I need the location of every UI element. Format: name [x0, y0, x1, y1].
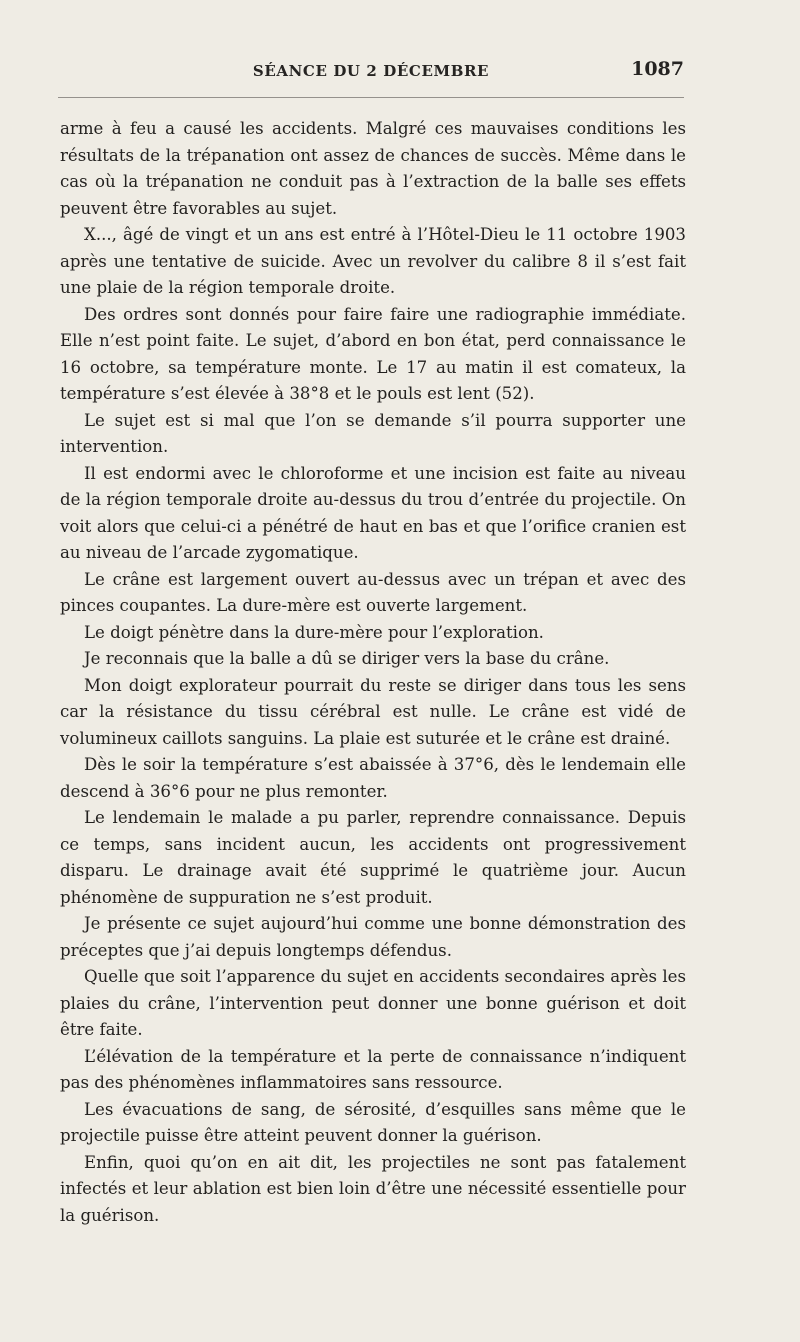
- paragraph-demonstration: Je présente ce sujet aujourd’hui comme une bonne démonstration des préceptes que j’ai depuis longtemps défendus.: [60, 914, 686, 960]
- paragraph-radiography: Des ordres sont donnés pour faire faire une radiographie immédiate. Elle n’est point faite. Le sujet, d’abord en bon état, perd connaissance le 16 octobre, sa température monte. Le 17 au matin il est comateux, la température s’est élevée à 38°8 et le pouls est lent (52).: [60, 304, 686, 403]
- paragraph-incision: Il est endormi avec le chloroforme et une incision est faite au niveau de la région temporale droite au-dessus du trou d’entrée du projectile. On voit alors que celui-ci a pénétré de haut en bas et que l’orifice cranien est au niveau de l’arcade zygomatique.: [60, 463, 686, 562]
- paragraph-recovery: Le lendemain le malade a pu parler, reprendre connaissance. Depuis ce temps, sans incident aucun, les accidents ont progressivement disparu. Le drainage avait été supprimé le quatrième jour. Aucun phénomène de suppuration ne s’est produit.: [60, 808, 686, 907]
- paragraph-condition: Le sujet est si mal que l’on se demande s’il pourra supporter une intervention.: [60, 410, 686, 456]
- paragraph-case-intro: X..., âgé de vingt et un ans est entré à l’Hôtel-Dieu le 11 octobre 1903 après une tentative de suicide. Avec un revolver du calibre 8 il s’est fait une plaie de la région temporale droite.: [60, 225, 686, 297]
- paragraph-trepan: Le crâne est largement ouvert au-dessus avec un trépan et avec des pinces coupantes. La dure-mère est ouverte largement.: [60, 569, 686, 615]
- paragraph-inflammation: L’élévation de la température et la perte de connaissance n’indiquent pas des phénomènes inflammatoires sans ressource.: [60, 1046, 686, 1092]
- header-rule: [58, 97, 684, 98]
- paragraph-drainage: Mon doigt explorateur pourrait du reste se diriger dans tous les sens car la résistance du tissu cérébral est nulle. Le crâne est vidé de volumineux caillots sanguins. La plaie est suturée et le crâne est drainé.: [60, 675, 686, 748]
- page-number: 1087: [631, 58, 684, 80]
- paragraph-continuation: arme à feu a causé les accidents. Malgré ces mauvaises conditions les résultats de la trépanation ont assez de chances de succès. Même dans le cas où la trépanation ne conduit pas à l’extraction de la balle ses effets peuvent être favorables au sujet.: [60, 119, 686, 218]
- paragraph-evacuations: Les évacuations de sang, de sérosité, d’esquilles sans même que le projectile puisse être atteint peuvent donner la guérison.: [60, 1099, 686, 1145]
- running-head: [58, 58, 684, 88]
- paragraph-exploration: Le doigt pénètre dans la dure-mère pour l’exploration.: [84, 622, 544, 642]
- paragraph-intervention: Quelle que soit l’apparence du sujet en accidents secondaires après les plaies du crâne, l’intervention peut donner une bonne guérison et doit être faite.: [60, 967, 686, 1039]
- running-title: SÉANCE DU 2 DÉCEMBRE: [252, 62, 490, 80]
- paragraph-bullet-direction: Je reconnais que la balle a dû se diriger vers la base du crâne.: [84, 649, 610, 668]
- body-text: [60, 116, 686, 1229]
- paragraph-temperature: Dès le soir la température s’est abaissée à 37°6, dès le lendemain elle descend à 36°6 pour ne plus remonter.: [60, 755, 686, 801]
- paragraph-conclusion: Enfin, quoi qu’on en ait dit, les projectiles ne sont pas fatalement infectés et leur ablation est bien loin d’être une nécessité essentielle pour la guérison.: [60, 1152, 686, 1225]
